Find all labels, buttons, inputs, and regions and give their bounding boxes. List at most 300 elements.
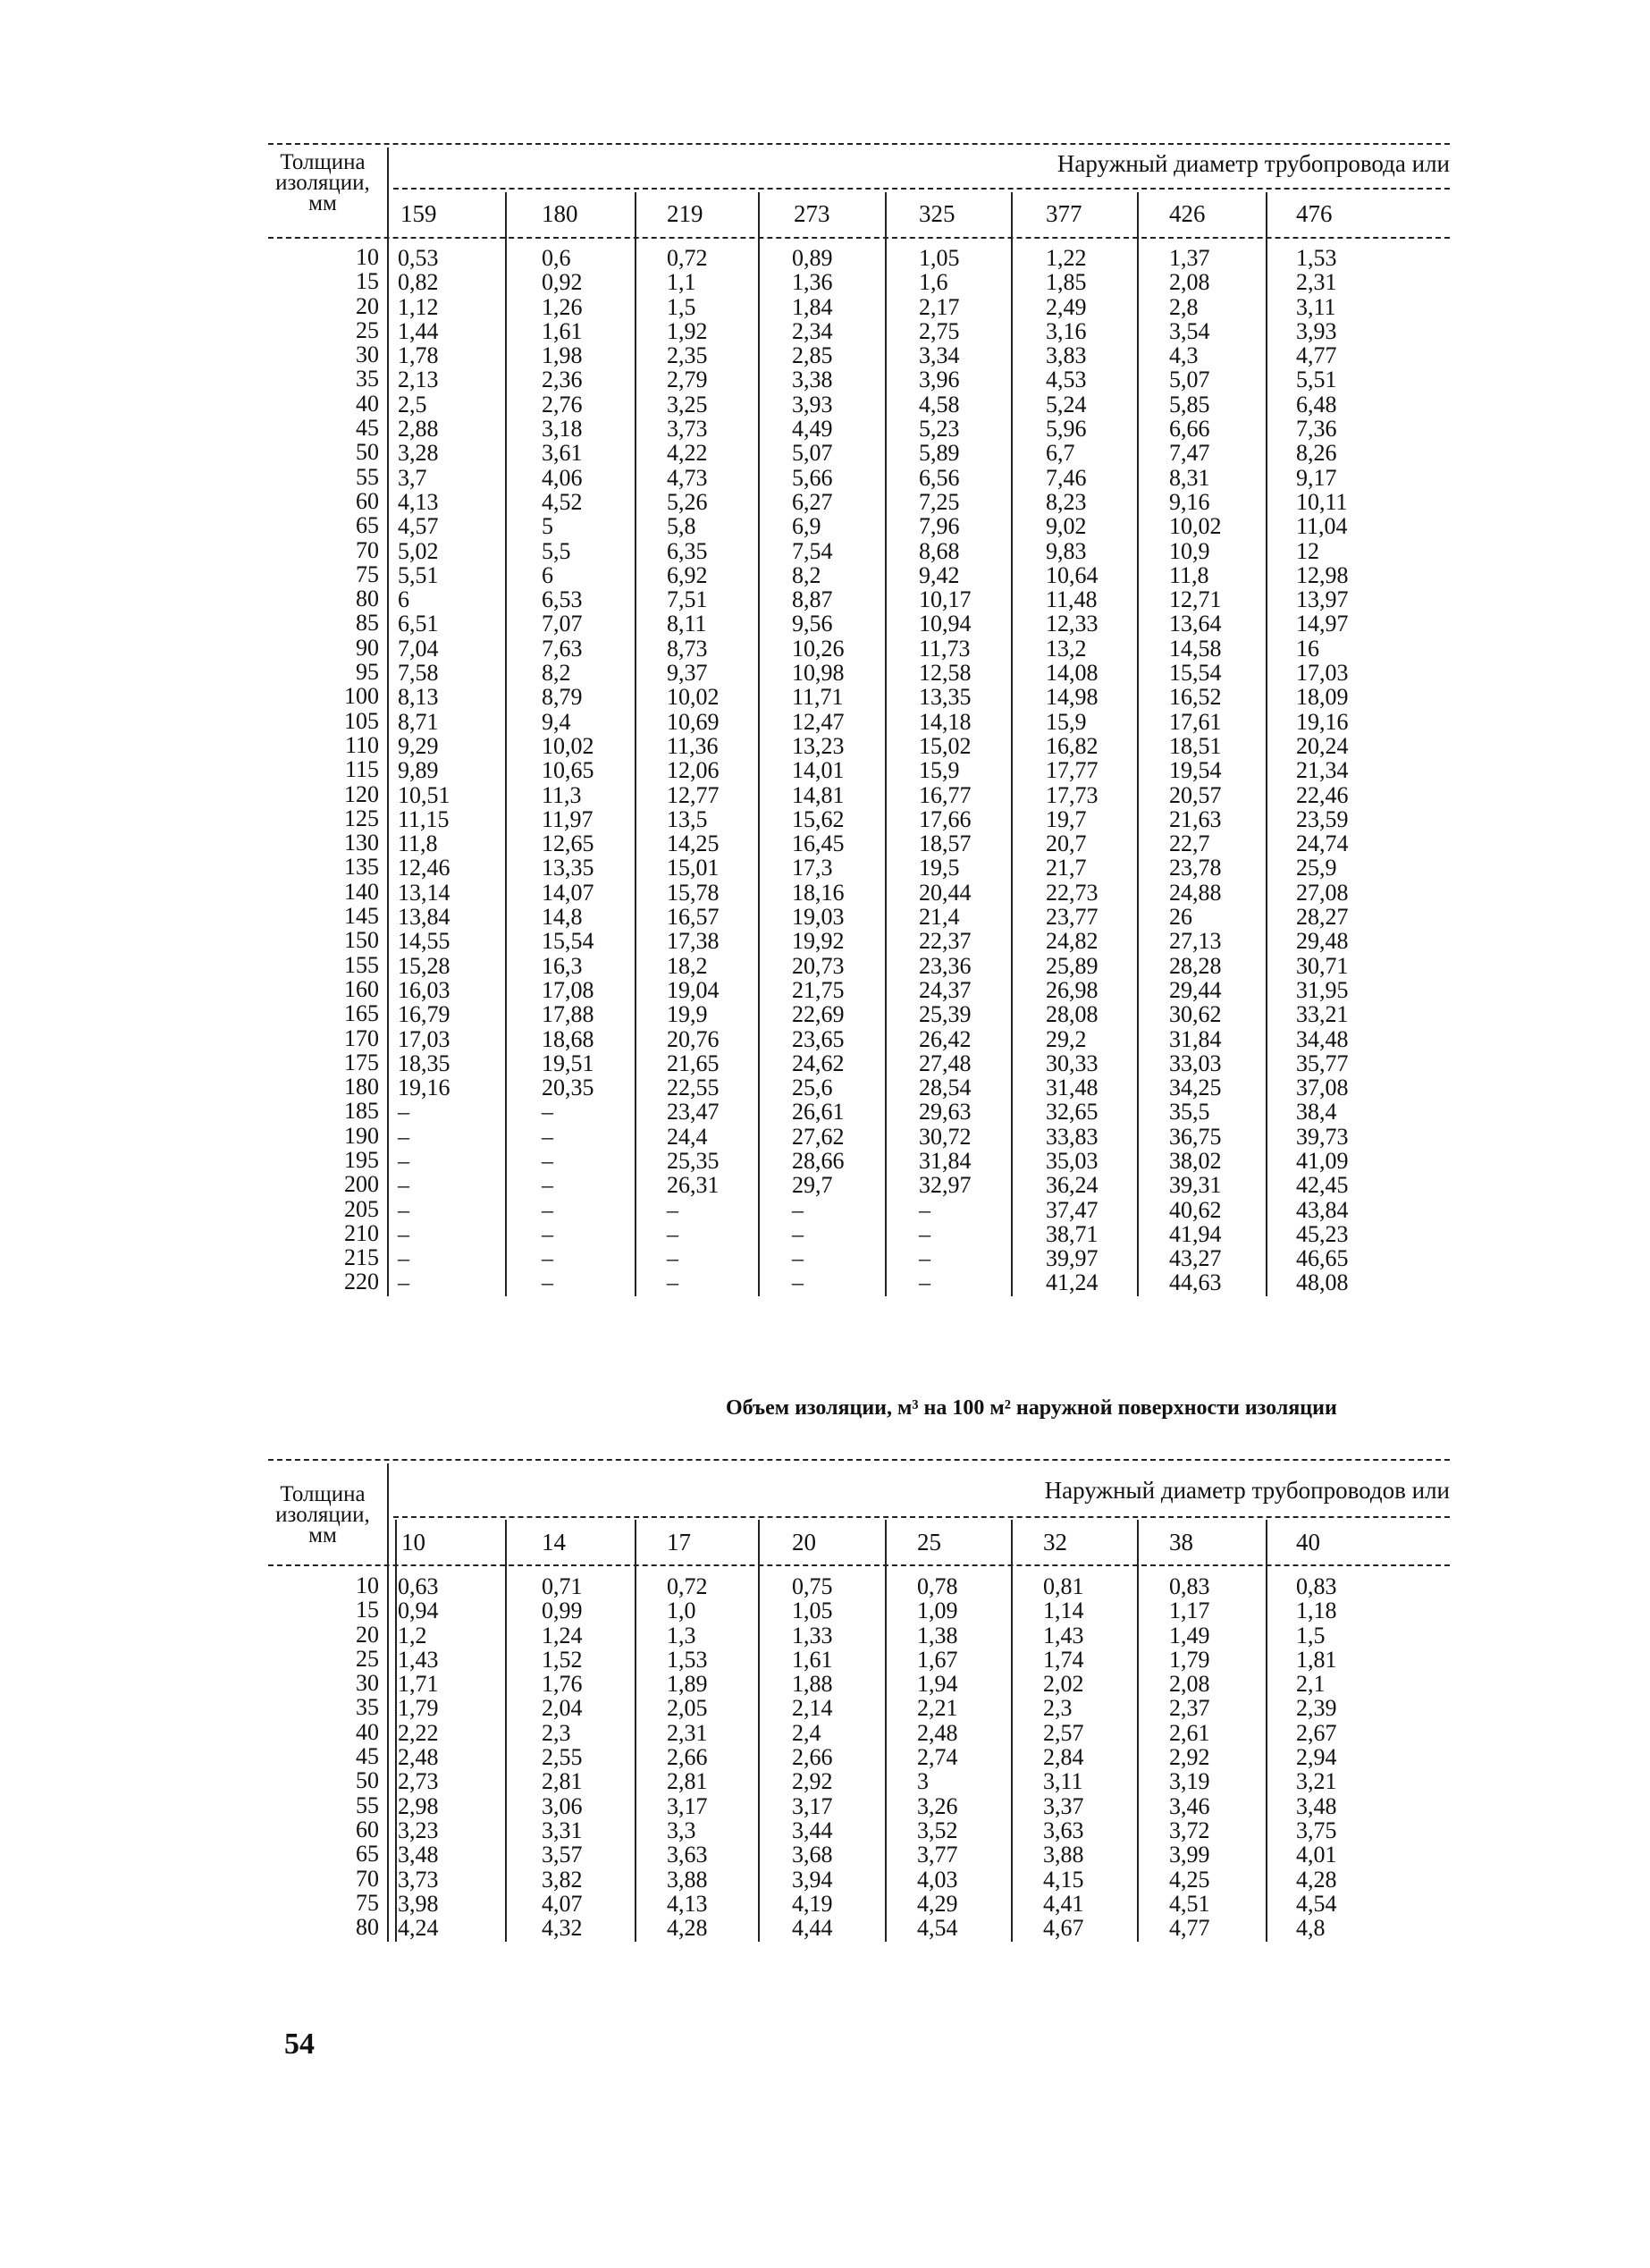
table-cell: 34,48: [1296, 1025, 1349, 1052]
table-cell: 2,92: [1169, 1744, 1210, 1771]
column-header: 159: [400, 200, 437, 227]
column-rule: [387, 1463, 389, 1942]
table-cell: 26: [1169, 904, 1192, 931]
table-cell: 4,03: [917, 1866, 958, 1893]
table-cell: 22,7: [1169, 830, 1210, 857]
table-cell: 2,67: [1296, 1719, 1337, 1746]
table-cell: 9,42: [919, 561, 960, 588]
value-column-20: [792, 1573, 833, 1942]
table-cell: 9,16: [1169, 488, 1210, 515]
table-cell: 42,45: [1296, 1172, 1349, 1199]
table-cell: 10,9: [1169, 537, 1210, 564]
column-rule: [635, 1520, 636, 1942]
table-cell: 4,49: [792, 416, 833, 443]
table-cell: 36,75: [1169, 1123, 1222, 1150]
table-cell: 8,79: [542, 684, 583, 711]
table-cell: 3,06: [542, 1792, 583, 1819]
table-cell: 4,3: [1169, 342, 1199, 369]
table-cell: 30,62: [1169, 1001, 1222, 1028]
table-cell: 26,31: [667, 1172, 720, 1199]
table-cell: 3,61: [542, 440, 583, 467]
table-cell: 3,73: [398, 1866, 439, 1893]
table-cell: 17,66: [919, 805, 972, 832]
thickness-cell: 70: [356, 536, 379, 563]
table-cell: 6,53: [542, 586, 583, 613]
table-cell: 22,46: [1296, 781, 1349, 808]
thickness-cell: 145: [344, 903, 379, 930]
table-cell: 1,18: [1296, 1598, 1337, 1624]
table-cell: –: [919, 1196, 930, 1223]
table-cell: –: [792, 1269, 804, 1296]
table-cell: 17,61: [1169, 708, 1222, 735]
table-cell: 1,78: [398, 342, 439, 369]
table-cell: 1,22: [1046, 245, 1087, 271]
table-cell: 4,77: [1296, 342, 1337, 369]
thickness-cell: 155: [344, 951, 379, 978]
table-cell: 21,63: [1169, 805, 1222, 832]
table-cell: 3,93: [792, 391, 833, 417]
table-cell: 28,66: [792, 1147, 845, 1174]
table-cell: 0,82: [398, 269, 439, 296]
table-cell: 4,53: [1046, 367, 1087, 393]
table-cell: 3,26: [917, 1792, 958, 1819]
table-cell: 8,71: [398, 708, 439, 735]
table-cell: 41,94: [1169, 1220, 1222, 1247]
table-cell: 3,37: [1043, 1792, 1084, 1819]
column-header: 426: [1169, 200, 1206, 227]
table-cell: 32,65: [1046, 1099, 1099, 1126]
thickness-cell: 50: [356, 439, 379, 466]
table-cell: 8,23: [1046, 488, 1087, 515]
table-cell: 12,77: [667, 781, 720, 808]
column-header: 20: [792, 1529, 816, 1556]
table-cell: 35,5: [1169, 1099, 1210, 1126]
table-cell: 2,49: [1046, 293, 1087, 320]
table-cell: 4,24: [398, 1915, 439, 1942]
table-cell: 8,87: [792, 586, 833, 613]
table-cell: –: [542, 1099, 553, 1126]
table-cell: 1,71: [398, 1671, 439, 1698]
table-cell: 1,2: [398, 1622, 427, 1648]
table-cell: 5,07: [1169, 367, 1210, 393]
table-cell: 0,92: [542, 269, 583, 296]
table-cell: 40,62: [1169, 1196, 1222, 1223]
table-cell: 4,52: [542, 488, 583, 515]
table-cell: 0,71: [542, 1573, 583, 1599]
table-cell: 10,17: [919, 586, 972, 613]
table-cell: 4,54: [1296, 1890, 1337, 1917]
table-cell: 12,98: [1296, 561, 1349, 588]
table-cell: 4,13: [398, 488, 439, 515]
table-cell: 4,28: [1296, 1866, 1337, 1893]
table-cell: 26,61: [792, 1099, 845, 1126]
table-cell: –: [542, 1123, 553, 1150]
table-cell: 4,54: [917, 1915, 958, 1942]
table-cell: 24,88: [1169, 879, 1222, 906]
table-cell: 2,74: [917, 1744, 958, 1771]
table-cell: –: [792, 1196, 804, 1223]
table-cell: 19,7: [1046, 805, 1087, 832]
table-cell: 3,82: [542, 1866, 583, 1893]
thickness-cell: 210: [344, 1219, 379, 1246]
table-cell: 19,9: [667, 1001, 708, 1028]
value-column-180: [542, 245, 594, 1294]
table-cell: 19,54: [1169, 757, 1222, 784]
table-cell: 15,62: [792, 805, 845, 832]
column-header: 40: [1296, 1529, 1320, 1556]
table-cell: 20,44: [919, 879, 972, 906]
table-cell: 3,11: [1043, 1768, 1083, 1795]
table-cell: 6,51: [398, 611, 439, 637]
table-cell: 4,01: [1296, 1842, 1337, 1868]
table-cell: 25,6: [792, 1075, 833, 1101]
table-cell: 9,56: [792, 611, 833, 637]
table-cell: 3,98: [398, 1890, 439, 1917]
table-cell: 3,68: [792, 1842, 833, 1868]
thickness-cell: 170: [344, 1024, 379, 1051]
table-cell: 2,08: [1169, 269, 1210, 296]
table-cell: 9,4: [542, 708, 571, 735]
value-column-25: [917, 1573, 958, 1942]
table-cell: 10,26: [792, 635, 845, 662]
table-cell: 3,72: [1169, 1817, 1210, 1843]
table-cell: 12: [1296, 537, 1319, 564]
table-cell: 8,2: [542, 660, 571, 687]
table-cell: 13,14: [398, 879, 450, 906]
table-cell: 28,08: [1046, 1001, 1099, 1028]
table-cell: 3,18: [542, 416, 583, 443]
thickness-column: [268, 1573, 379, 1939]
table-cell: 2,94: [1296, 1744, 1337, 1771]
thickness-cell: 105: [344, 707, 379, 734]
diameter-group-header: Наружный диаметр трубопроводов или: [1044, 1477, 1450, 1504]
table-cell: 17,88: [542, 1001, 594, 1028]
table-cell: 24,82: [1046, 928, 1099, 955]
table-cell: 41,09: [1296, 1147, 1349, 1174]
thickness-cell: 60: [356, 487, 379, 514]
column-header: 38: [1169, 1529, 1193, 1556]
table-cell: 39,73: [1296, 1123, 1349, 1150]
table-cell: 12,71: [1169, 586, 1222, 613]
table-cell: 1,88: [792, 1671, 833, 1698]
table-cell: 3,17: [667, 1792, 708, 1819]
table-cell: 1,5: [1296, 1622, 1326, 1648]
table-cell: 10,02: [667, 684, 720, 711]
table-cell: 3,48: [398, 1842, 439, 1868]
table-cell: 11,04: [1296, 513, 1348, 540]
thickness-cell: 20: [356, 292, 379, 319]
table-cell: 4,22: [667, 440, 708, 467]
thickness-cell: 110: [344, 731, 379, 758]
diameter-group-header: Наружный диаметр трубопровода или: [1057, 150, 1450, 177]
table-cell: 31,84: [1169, 1025, 1222, 1052]
table-cell: 36,24: [1046, 1172, 1099, 1199]
table-cell: 16,79: [398, 1001, 450, 1028]
column-rule: [1137, 192, 1139, 1296]
table-cell: 29,7: [792, 1172, 833, 1199]
thickness-cell: 70: [356, 1865, 379, 1892]
column-rule: [395, 1520, 397, 1942]
table-cell: 10,51: [398, 781, 450, 808]
table-cell: 7,25: [919, 488, 960, 515]
table-cell: 3,57: [542, 1842, 583, 1868]
table-cell: 0,78: [917, 1573, 958, 1599]
table-cell: 2,1: [1296, 1671, 1326, 1698]
table-cell: 2,36: [542, 367, 583, 393]
thickness-cell: 30: [356, 1670, 379, 1697]
thickness-cell: 90: [356, 634, 379, 661]
column-rule: [758, 1520, 760, 1942]
table-cell: 6,7: [1046, 440, 1075, 467]
table-cell: 21,4: [919, 904, 960, 931]
table-cell: 15,9: [1046, 708, 1087, 735]
table-cell: 1,74: [1043, 1646, 1084, 1673]
table-cell: 1,1: [667, 269, 696, 296]
table-cell: 16,03: [398, 976, 450, 1003]
table-cell: 19,16: [1296, 708, 1349, 735]
table-cell: 0,75: [792, 1573, 833, 1599]
table-cell: 13,5: [667, 805, 708, 832]
table-cell: 7,46: [1046, 464, 1087, 491]
table-cell: –: [542, 1220, 553, 1247]
table-cell: 9,29: [398, 732, 439, 759]
thickness-cell: 115: [344, 756, 379, 783]
table-cell: 27,08: [1296, 879, 1349, 906]
table-cell: 3: [917, 1768, 929, 1795]
table-cell: 5,51: [398, 561, 439, 588]
thickness-header-line: изоляции,: [275, 1503, 370, 1527]
value-column-219: [667, 245, 720, 1294]
table-cell: 2,66: [792, 1744, 833, 1771]
table-cell: 20,7: [1046, 830, 1087, 857]
table-cell: –: [542, 1172, 553, 1199]
table-cell: 37,08: [1296, 1075, 1349, 1101]
table-cell: 3,96: [919, 367, 960, 393]
table-cell: 2,75: [919, 317, 960, 344]
thickness-cell: 135: [344, 854, 379, 881]
table-cell: 2,21: [917, 1695, 958, 1722]
table-cell: 46,65: [1296, 1245, 1349, 1272]
thickness-header-line: Толщина: [280, 150, 366, 174]
table-cell: 4,77: [1169, 1915, 1210, 1942]
thickness-header-line: Толщина: [280, 1482, 366, 1506]
table-cell: 14,01: [792, 757, 845, 784]
table-cell: 29,63: [919, 1099, 972, 1126]
table-cell: 25,35: [667, 1147, 720, 1174]
table-cell: 2,98: [398, 1792, 439, 1819]
table-cell: 2,08: [1169, 1671, 1210, 1698]
table-cell: 16,45: [792, 830, 845, 857]
table-cell: 4,8: [1296, 1915, 1326, 1942]
table-cell: 17,08: [542, 976, 594, 1003]
table-cell: 16: [1296, 635, 1319, 662]
column-header: 219: [667, 200, 703, 227]
table-cell: 0,63: [398, 1573, 439, 1599]
table-cell: 35,03: [1046, 1147, 1099, 1174]
table-cell: 3,34: [919, 342, 960, 369]
table-cell: 11,48: [1046, 586, 1098, 613]
value-column-32: [1043, 1573, 1084, 1942]
table-cell: 2,81: [667, 1768, 708, 1795]
column-rule: [885, 1520, 887, 1942]
table-cell: 33,21: [1296, 1001, 1349, 1028]
table-cell: 41,24: [1046, 1269, 1099, 1296]
table-cell: 17,38: [667, 928, 720, 955]
table-cell: 25,89: [1046, 952, 1099, 979]
table-cell: 6,66: [1169, 416, 1210, 443]
table-cell: 2,37: [1169, 1695, 1210, 1722]
table-cell: 1,37: [1169, 245, 1210, 271]
table-cell: 1,53: [667, 1646, 708, 1673]
table-cell: 4,28: [667, 1915, 708, 1942]
table-cell: 27,48: [919, 1050, 972, 1076]
table-cell: 38,02: [1169, 1147, 1222, 1174]
table-cell: 28,28: [1169, 952, 1222, 979]
table-cell: 18,68: [542, 1025, 594, 1052]
table-cell: 9,02: [1046, 513, 1087, 540]
thickness-cell: 120: [344, 780, 379, 807]
table-cell: 18,16: [792, 879, 845, 906]
column-rule: [1011, 192, 1013, 1296]
table-cell: 1,44: [398, 317, 439, 344]
table-cell: 2,14: [792, 1695, 833, 1722]
table-cell: 19,5: [919, 855, 960, 881]
table-cell: 1,61: [542, 317, 583, 344]
thickness-cell: 140: [344, 878, 379, 905]
thickness-cell: 55: [356, 1792, 379, 1818]
table-cell: 11,97: [542, 805, 593, 832]
table-cell: 21,34: [1296, 757, 1349, 784]
table-cell: 2,73: [398, 1768, 439, 1795]
table-cell: 13,84: [398, 904, 450, 931]
header-bottom-rule: [268, 1564, 1450, 1566]
table-cell: 2,3: [542, 1719, 571, 1746]
table-cell: –: [398, 1147, 409, 1174]
thickness-cell: 185: [344, 1098, 379, 1125]
table-cell: 5,8: [667, 513, 696, 540]
thickness-cell: 180: [344, 1074, 379, 1100]
table-cell: 28,27: [1296, 904, 1349, 931]
table-cell: 28,54: [919, 1075, 972, 1101]
column-rule: [505, 192, 507, 1296]
table-cell: 1,5: [667, 293, 696, 320]
table-cell: 10,69: [667, 708, 720, 735]
table-cell: 31,84: [919, 1147, 972, 1174]
table-cell: 23,77: [1046, 904, 1099, 931]
table-cell: 3,88: [667, 1866, 708, 1893]
table-cell: 7,63: [542, 635, 583, 662]
table-cell: 12,58: [919, 660, 972, 687]
table-cell: 26,98: [1046, 976, 1099, 1003]
table-cell: 8,68: [919, 537, 960, 564]
thickness-header: [261, 1484, 384, 1546]
table-cell: 11,3: [542, 781, 582, 808]
table-cell: 2,35: [667, 342, 708, 369]
thickness-cell: 80: [356, 1914, 379, 1941]
table-cell: 3,75: [1296, 1817, 1337, 1843]
table-cell: 3,11: [1296, 293, 1336, 320]
table-cell: 7,07: [542, 611, 583, 637]
table-cell: 11,36: [667, 732, 719, 759]
table-cell: –: [398, 1269, 409, 1296]
table-cell: 19,92: [792, 928, 845, 955]
table-cell: 7,36: [1296, 416, 1337, 443]
table-cell: 15,78: [667, 879, 720, 906]
table-cell: 3,93: [1296, 317, 1337, 344]
thickness-cell: 65: [356, 1841, 379, 1868]
thickness-cell: 150: [344, 927, 379, 954]
table-cell: 1,6: [919, 269, 948, 296]
table-cell: 17,73: [1046, 781, 1099, 808]
table-cell: –: [667, 1220, 678, 1247]
table-cell: 29,44: [1169, 976, 1222, 1003]
table-cell: 2,88: [398, 416, 439, 443]
table-cell: 1,67: [917, 1646, 958, 1673]
table-cell: 45,23: [1296, 1220, 1349, 1247]
table-cell: 4,57: [398, 513, 439, 540]
table-cell: 31,48: [1046, 1075, 1099, 1101]
table-cell: 5: [542, 513, 553, 540]
thickness-cell: 85: [356, 610, 379, 637]
table-cell: 2,85: [792, 342, 833, 369]
table-cell: 16,52: [1169, 684, 1222, 711]
table-cell: 10,02: [542, 732, 594, 759]
table-cell: 9,83: [1046, 537, 1087, 564]
table-cell: 16,82: [1046, 732, 1099, 759]
table-cell: 10,94: [919, 611, 972, 637]
table-cell: 1,52: [542, 1646, 583, 1673]
table-cell: 15,01: [667, 855, 720, 881]
table-cell: 4,73: [667, 464, 708, 491]
thickness-cell: 15: [356, 1597, 379, 1623]
table-cell: 1,92: [667, 317, 708, 344]
table-cell: 11,8: [398, 830, 438, 857]
table-cell: 2,31: [1296, 269, 1337, 296]
table-cell: 14,25: [667, 830, 720, 857]
table-cell: 9,89: [398, 757, 439, 784]
page-number: 54: [284, 2028, 315, 2061]
table-cell: 4,51: [1169, 1890, 1210, 1917]
thickness-cell: 45: [356, 415, 379, 442]
table-cell: 0,99: [542, 1598, 583, 1624]
table-cell: –: [919, 1245, 930, 1272]
table-cell: 3,46: [1169, 1792, 1210, 1819]
table-cell: 1,98: [542, 342, 583, 369]
column-rule: [1137, 1520, 1139, 1942]
thickness-cell: 65: [356, 512, 379, 539]
column-rule: [635, 192, 636, 1296]
table-cell: 15,02: [919, 732, 972, 759]
table-cell: 14,98: [1046, 684, 1099, 711]
table-cell: 14,81: [792, 781, 845, 808]
table-cell: 12,06: [667, 757, 720, 784]
thickness-cell: 25: [356, 1645, 379, 1672]
table-cell: 3,63: [1043, 1817, 1084, 1843]
table-cell: 12,47: [792, 708, 845, 735]
table-cell: 4,58: [919, 391, 960, 417]
table-cell: 1,05: [919, 245, 960, 271]
column-rule: [1266, 192, 1267, 1296]
table-cell: 0,94: [398, 1598, 439, 1624]
table-cell: 22,73: [1046, 879, 1099, 906]
table-cell: 6,35: [667, 537, 708, 564]
table-cell: 16,3: [542, 952, 583, 979]
table-cell: 15,28: [398, 952, 450, 979]
table-cell: 1,89: [667, 1671, 708, 1698]
value-column-476: [1296, 245, 1349, 1294]
table-cell: 7,47: [1169, 440, 1210, 467]
table-cell: 1,43: [1043, 1622, 1084, 1648]
